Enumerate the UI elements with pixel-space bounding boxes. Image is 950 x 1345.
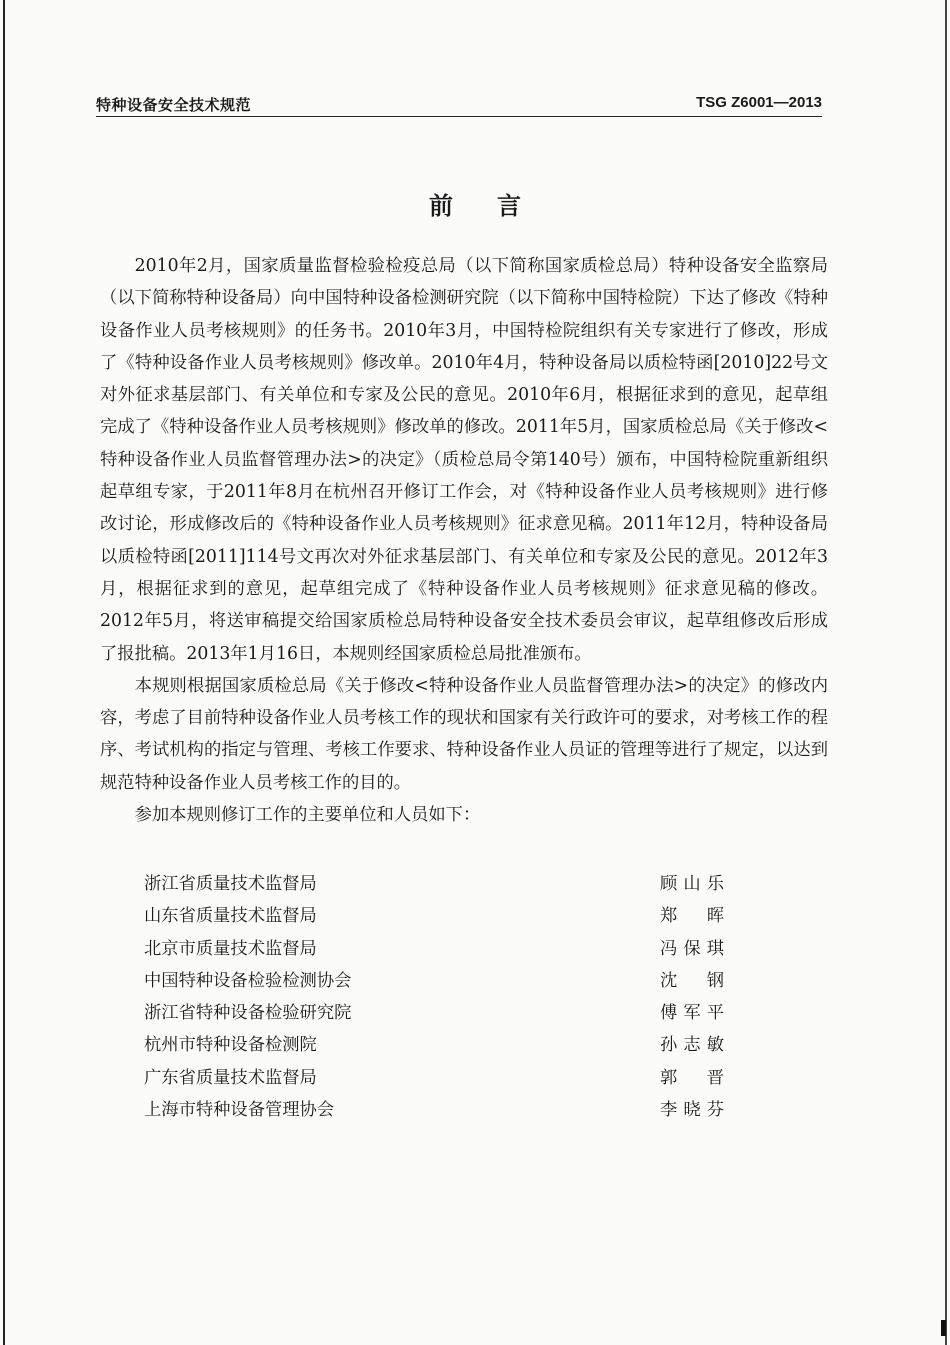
participant-org: 上海市特种设备管理协会 (144, 1100, 335, 1121)
participant-name: 顾山乐 (660, 874, 724, 894)
list-item (144, 933, 724, 965)
participant-org: 广东省质量技术监督局 (144, 1067, 317, 1088)
participant-name: 李晓芬 (660, 1100, 724, 1121)
paragraph-scope: 本规则根据国家质检总局《关于修改<特种设备作业人员监督管理办法>的决定》的修改内容，考虑了目前特种设备作业人员考核工作的现状和国家有关行政许可的要求，对考核工作的程序、考试机构的指定与管理、考核工作要求、特种设备作业人员证的管理等进行了规定，以达到规范特种设备作业人员考核工作的目的。 (100, 675, 828, 793)
list-item (144, 1029, 724, 1061)
running-header (96, 92, 822, 117)
participant-org: 北京市质量技术监督局 (144, 938, 317, 959)
preface-body (100, 250, 828, 831)
paragraph-history: 2010年2月，国家质量监督检验检疫总局（以下简称国家质检总局）特种设备安全监察局（以下简称特种设备局）向中国特种设备检测研究院（以下简称中国特检院）下达了修改《特种设备作业人员考核规则》的任务书。2010年3月，中国特检院组织有关专家进行了修改，形成了《特种设备作业人员考核规则》修改单。2010年4月，特种设备局以质检特函[2010]22号文对外征求基层部门、有关单位和专家及公民的意见。2010年6月，根据征求到的意见，起草组完成了《特种设备作业人员考核规则》修改单的修改。2011年5月，国家质检总局《关于修改<特种设备作业人员监督管理办法>的决定》（质检总局令第140号）颁布，中国特检院重新组织起草组专家，于2011年8月在杭州召开修订工作会，对《特种设备作业人员考核规则》进行修改讨论，形成修改后的《特种设备作业人员考核规则》征求意见稿。2011年12月，特种设备局以质检特函[2011]114号文再次对外征求基层部门、有关单位和专家及公民的意见。2012年3月，根据征求到的意见，起草组完成了《特种设备作业人员考核规则》征求意见稿的修改。2012年5月，将送审稿提交给国家质检总局特种设备安全技术委员会审议，起草组修改后形成了报批稿。2013年1月16日，本规则经国家质检总局批准颁布。 (100, 256, 828, 664)
participant-org: 浙江省质量技术监督局 (144, 874, 317, 894)
participant-org: 杭州市特种设备检测院 (144, 1035, 317, 1056)
list-item (144, 1094, 724, 1126)
participant-org: 山东省质量技术监督局 (144, 906, 317, 927)
list-item (144, 868, 724, 900)
participant-name: 傅军平 (660, 1003, 724, 1024)
participant-name: 郑晖 (660, 906, 724, 927)
header-series-title: 特种设备安全技术规范 (96, 96, 252, 114)
participant-list (144, 868, 724, 1126)
list-item (144, 965, 724, 997)
header-standard-number: TSG Z6001—2013 (696, 94, 822, 111)
participant-name: 沈钢 (660, 970, 724, 991)
participant-org: 中国特种设备检验检测协会 (144, 970, 352, 991)
page-title: 前言 (429, 192, 565, 220)
participant-org: 浙江省特种设备检验研究院 (144, 1003, 352, 1024)
participant-name: 郭晋 (660, 1067, 724, 1088)
list-item (144, 1062, 724, 1094)
paragraph-participants-intro: 参加本规则修订工作的主要单位和人员如下： (134, 805, 481, 826)
participant-name: 冯保琪 (660, 938, 724, 959)
participant-name: 孙志敏 (660, 1035, 724, 1056)
scan-mark (941, 1320, 946, 1336)
list-item (144, 997, 724, 1029)
list-item (144, 900, 724, 932)
